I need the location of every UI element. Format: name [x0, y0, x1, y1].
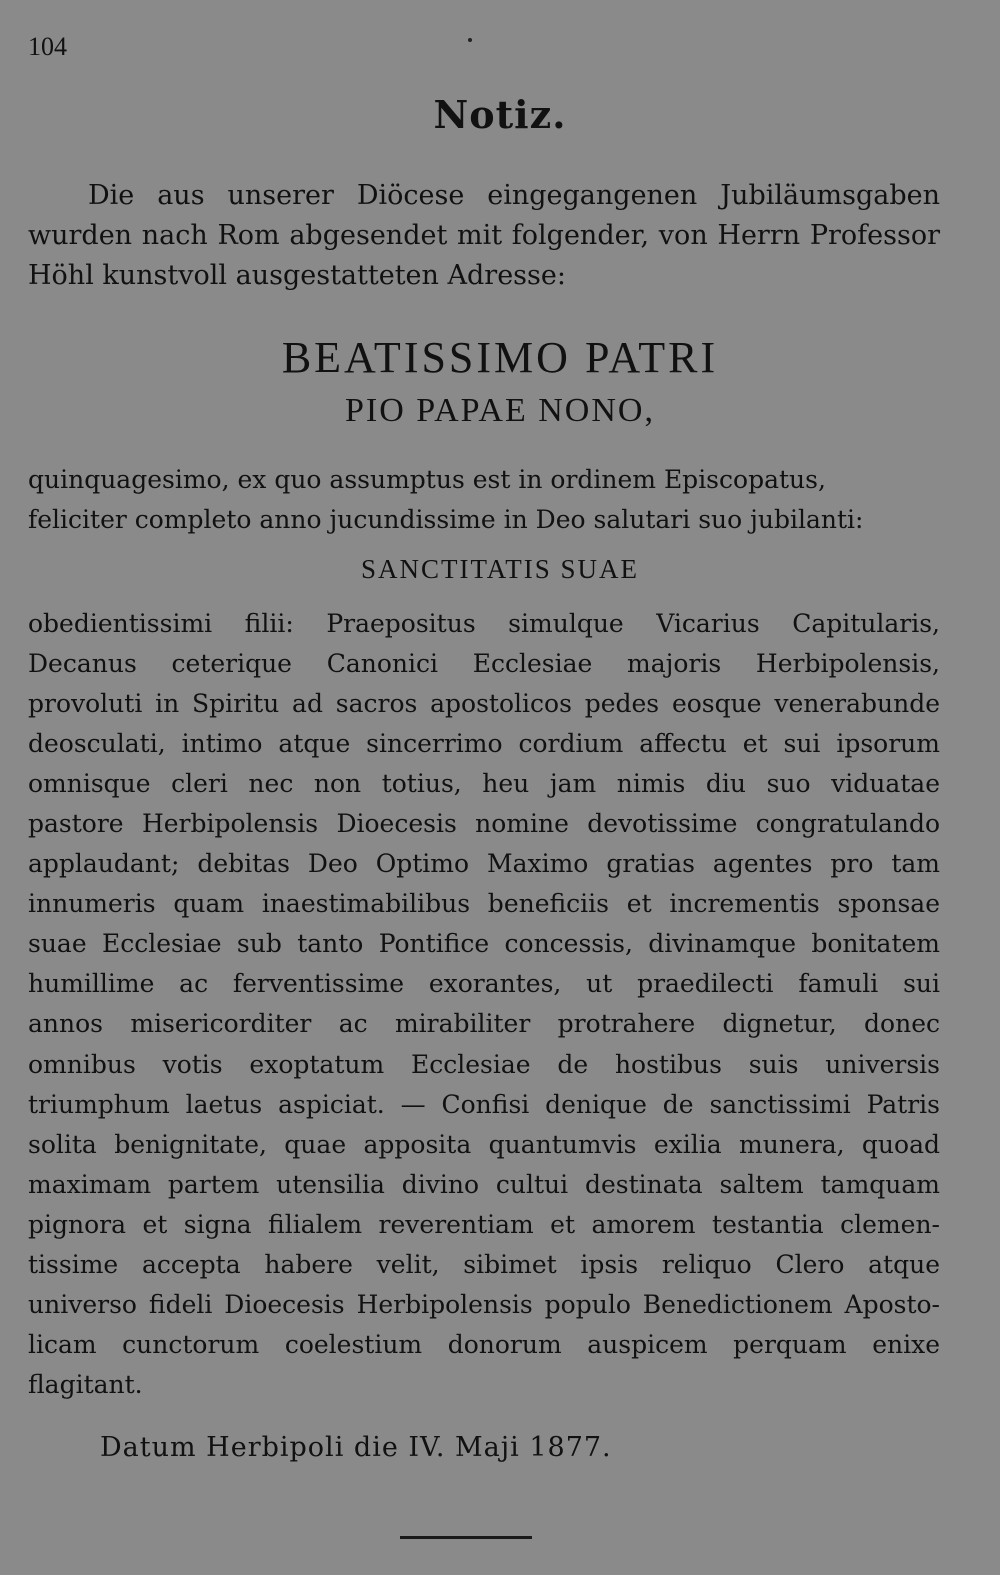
- text-line: triumphum laetus aspiciat. — Confisi denique de sanctissimi Patris: [28, 1089, 940, 1119]
- closing-rule: [400, 1536, 532, 1539]
- text-line: Decanus ceterique Canonici Ecclesiae majoris Herbipolensis,: [28, 649, 940, 679]
- text-line: deosculati, intimo atque sincerrimo cordium affectu et sui ipsorum: [28, 729, 940, 759]
- dedication-line: feliciter completo anno jucundissime in Deo salutari suo jubilanti:: [28, 505, 864, 534]
- dedication-line: quinquagesimo, ex quo assumptus est in ordinem Episcopatus,: [28, 465, 826, 494]
- top-dot: [468, 38, 472, 42]
- text-line: suae Ecclesiae sub tanto Pontifice concessis, divinamque bonitatem: [28, 929, 940, 959]
- text-line: pastore Herbipolensis Dioecesis nomine devotissime congratulando: [28, 809, 940, 839]
- text-line: omnisque cleri nec non totius, heu jam nimis diu suo viduatae: [28, 769, 940, 799]
- text-line: licam cunctorum coelestium donorum auspicem perquam enixe: [28, 1329, 940, 1359]
- text-line: maximam partem utensilia divino cultui destinata saltem tamquam: [28, 1169, 940, 1199]
- dedication-body: [28, 460, 940, 540]
- text-line: provoluti in Spiritu ad sacros apostolicos pedes eosque venerabunde: [28, 689, 940, 719]
- text-line: tissime accepta habere velit, sibimet ipsis reliquo Clero atque: [28, 1249, 940, 1279]
- text-line: solita benignitate, quae apposita quantumvis exilia munera, quoad: [28, 1129, 940, 1159]
- text-line: pignora et signa filialem reverentiam et amorem testantia clemen-: [28, 1209, 940, 1239]
- page-number: 104: [28, 32, 67, 61]
- intro-paragraph: Die aus unserer Diöcese eingegangenen Jubiläumsgaben wurden nach Rom abgesendet mit folgender, von Herrn Professor Höhl kunstvoll ausgestatteten Adresse:: [28, 180, 940, 291]
- text-line: flagitant.: [28, 1369, 143, 1399]
- sanctitatis-heading: SANCTITATIS SUAE: [360, 554, 640, 584]
- text-line: omnibus votis exoptatum Ecclesiae de hostibus suis universis: [28, 1049, 940, 1079]
- main-text: [28, 604, 940, 1405]
- text-line: universo fideli Dioecesis Herbipolensis populo Benedictionem Aposto-: [28, 1289, 940, 1319]
- text-line: humillime ac ferventissime exorantes, ut praedilecti famuli sui: [28, 969, 940, 999]
- text-line: obedientissimi filii: Praepositus simulque Vicarius Capitularis,: [28, 609, 940, 638]
- text-line: annos misericorditer ac mirabiliter protrahere dignetur, donec: [28, 1009, 940, 1039]
- dedication-heading-1: BEATISSIMO PATRI: [281, 333, 719, 382]
- dedication-heading-2: PIO PAPAE NONO,: [345, 392, 655, 429]
- page-title: Notiz.: [433, 92, 567, 137]
- text-line: innumeris quam inaestimabilibus beneficiis et incrementis sponsae: [28, 889, 940, 919]
- date-line: Datum Herbipoli die IV. Maji 1877.: [100, 1432, 612, 1463]
- text-line: applaudant; debitas Deo Optimo Maximo gratias agentes pro tam: [28, 849, 940, 879]
